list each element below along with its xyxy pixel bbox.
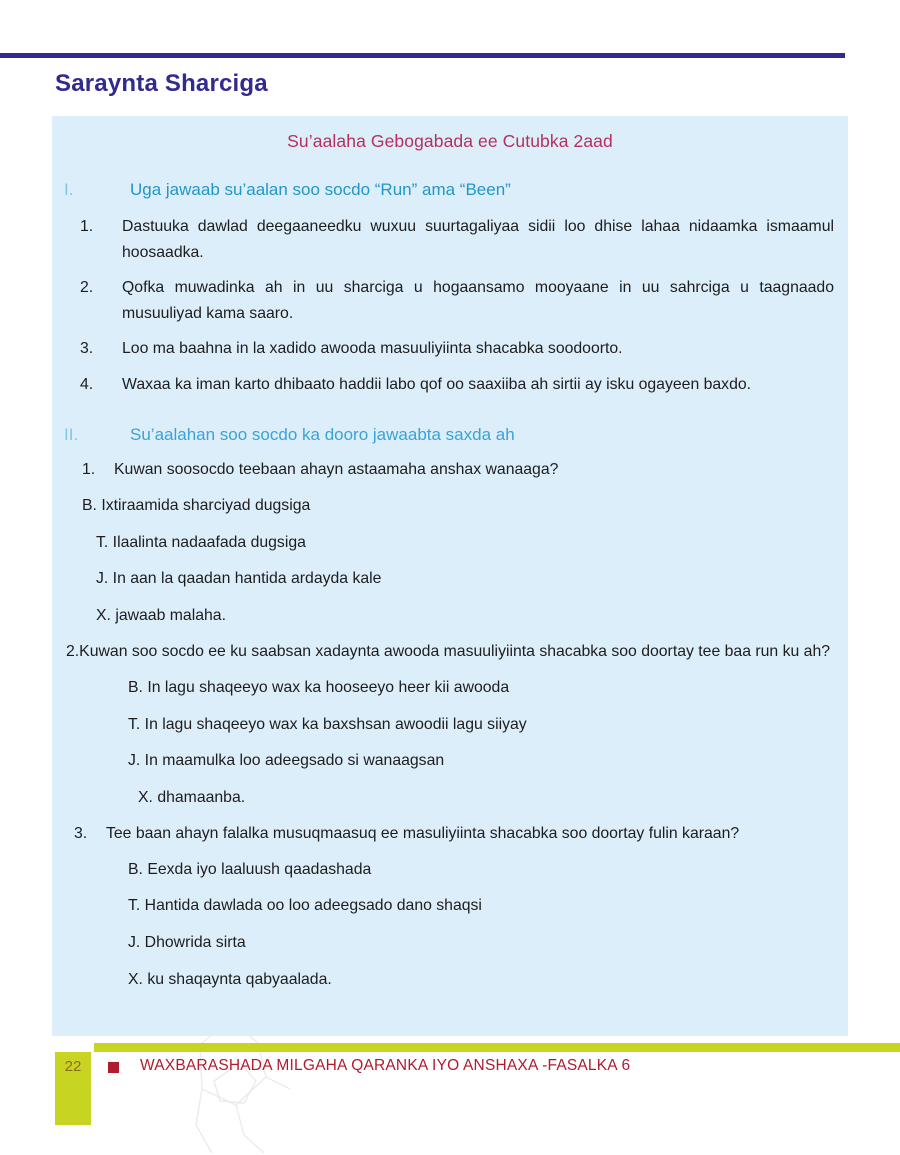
item-text: Tee baan ahayn falalka musuqmaasuq ee masuliyiinta shacabka soo doortay fulin karaan? — [106, 825, 740, 843]
item-marker: 3. — [80, 340, 94, 358]
mcq-option: X. dhamaanba. — [138, 788, 246, 806]
mcq-option: B. Ixtiraamida sharciyad dugsiga — [82, 497, 311, 515]
footer-title: WAXBARASHADA MILGAHA QARANKA IYO ANSHAXA -FASALKA 6 — [140, 1057, 631, 1074]
multiple-choice-list — [52, 457, 848, 992]
list-item — [80, 372, 834, 398]
section-heading-1 — [52, 180, 848, 200]
footer-rule — [94, 1043, 900, 1052]
item-marker: 3. — [74, 825, 88, 843]
square-bullet-icon — [108, 1062, 119, 1073]
mcq-stem — [82, 457, 834, 483]
mcq-option: X. ku shaqaynta qabyaalada. — [128, 970, 332, 988]
mcq-stem: 2.Kuwan soo socdo ee ku saabsan xadaynta awooda masuuliyiinta shacabka soo doortay tee baa run ku ah? — [66, 643, 831, 661]
section-label-2: Su’aalahan soo socdo ka dooro jawaabta saxda ah — [130, 425, 515, 445]
list-item — [80, 214, 834, 265]
item-marker: 1. — [82, 461, 96, 479]
mcq-stem — [74, 821, 834, 847]
mcq-option: J. Dhowrida sirta — [128, 933, 246, 951]
item-text: Loo ma baahna in la xadido awooda masuuliyiinta shacabka soodoorto. — [122, 340, 623, 358]
mcq-option: J. In maamulka loo adeegsado si wanaagsan — [128, 752, 445, 770]
item-text: Kuwan soosocdo teebaan ahayn astaamaha anshax wanaaga? — [114, 461, 559, 479]
page-title: Saraynta Sharciga — [55, 70, 268, 97]
mcq-option: J. In aan la qaadan hantida ardayda kale — [96, 570, 382, 588]
panel-subtitle: Su’aalaha Gebogabada ee Cutubka 2aad — [287, 131, 613, 151]
mcq-option: T. Hantida dawlada oo loo adeegsado dano shaqsi — [128, 897, 482, 915]
mcq-option: T. In lagu shaqeeyo wax ka baxshsan awoodii lagu siiyay — [128, 715, 527, 733]
list-item — [80, 336, 834, 362]
item-marker: 1. — [80, 218, 94, 235]
mcq-option: B. In lagu shaqeeyo wax ka hooseeyo heer kii awooda — [128, 678, 510, 696]
header-rule — [0, 53, 845, 58]
section-label-1: Uga jawaab su’aalan soo socdo “Run” ama “Been” — [130, 180, 511, 199]
item-text: Dastuuka dawlad deegaaneedku wuxuu suurtagaliyaa sidii loo dhise lahaa nidaamka ismaamul hoosaadka. — [122, 218, 834, 261]
page-number: 22 — [64, 1058, 82, 1075]
mcq-option: X. jawaab malaha. — [96, 606, 226, 624]
item-marker: 2. — [80, 279, 94, 297]
item-text: Qofka muwadinka ah in uu sharciga u hogaansamo mooyaane in uu sahrciga u taagnaado musuuliyad kama saaro. — [122, 279, 834, 322]
mcq-option: T. Ilaalinta nadaafada dugsiga — [96, 533, 306, 551]
section-numeral-2: II. — [64, 425, 79, 445]
item-marker: 4. — [80, 375, 94, 393]
item-text: Waxaa ka iman karto dhibaato haddii labo qof oo saaxiiba ah sirtii ay isku ogayeen baxdo. — [122, 375, 752, 393]
section-heading-2 — [52, 425, 848, 445]
true-false-question-list — [52, 214, 848, 397]
mcq-option: B. Eexda iyo laaluush qaadashada — [128, 860, 372, 878]
list-item — [80, 275, 834, 326]
section-numeral-1: I. — [64, 180, 74, 199]
content-panel — [52, 116, 848, 1036]
